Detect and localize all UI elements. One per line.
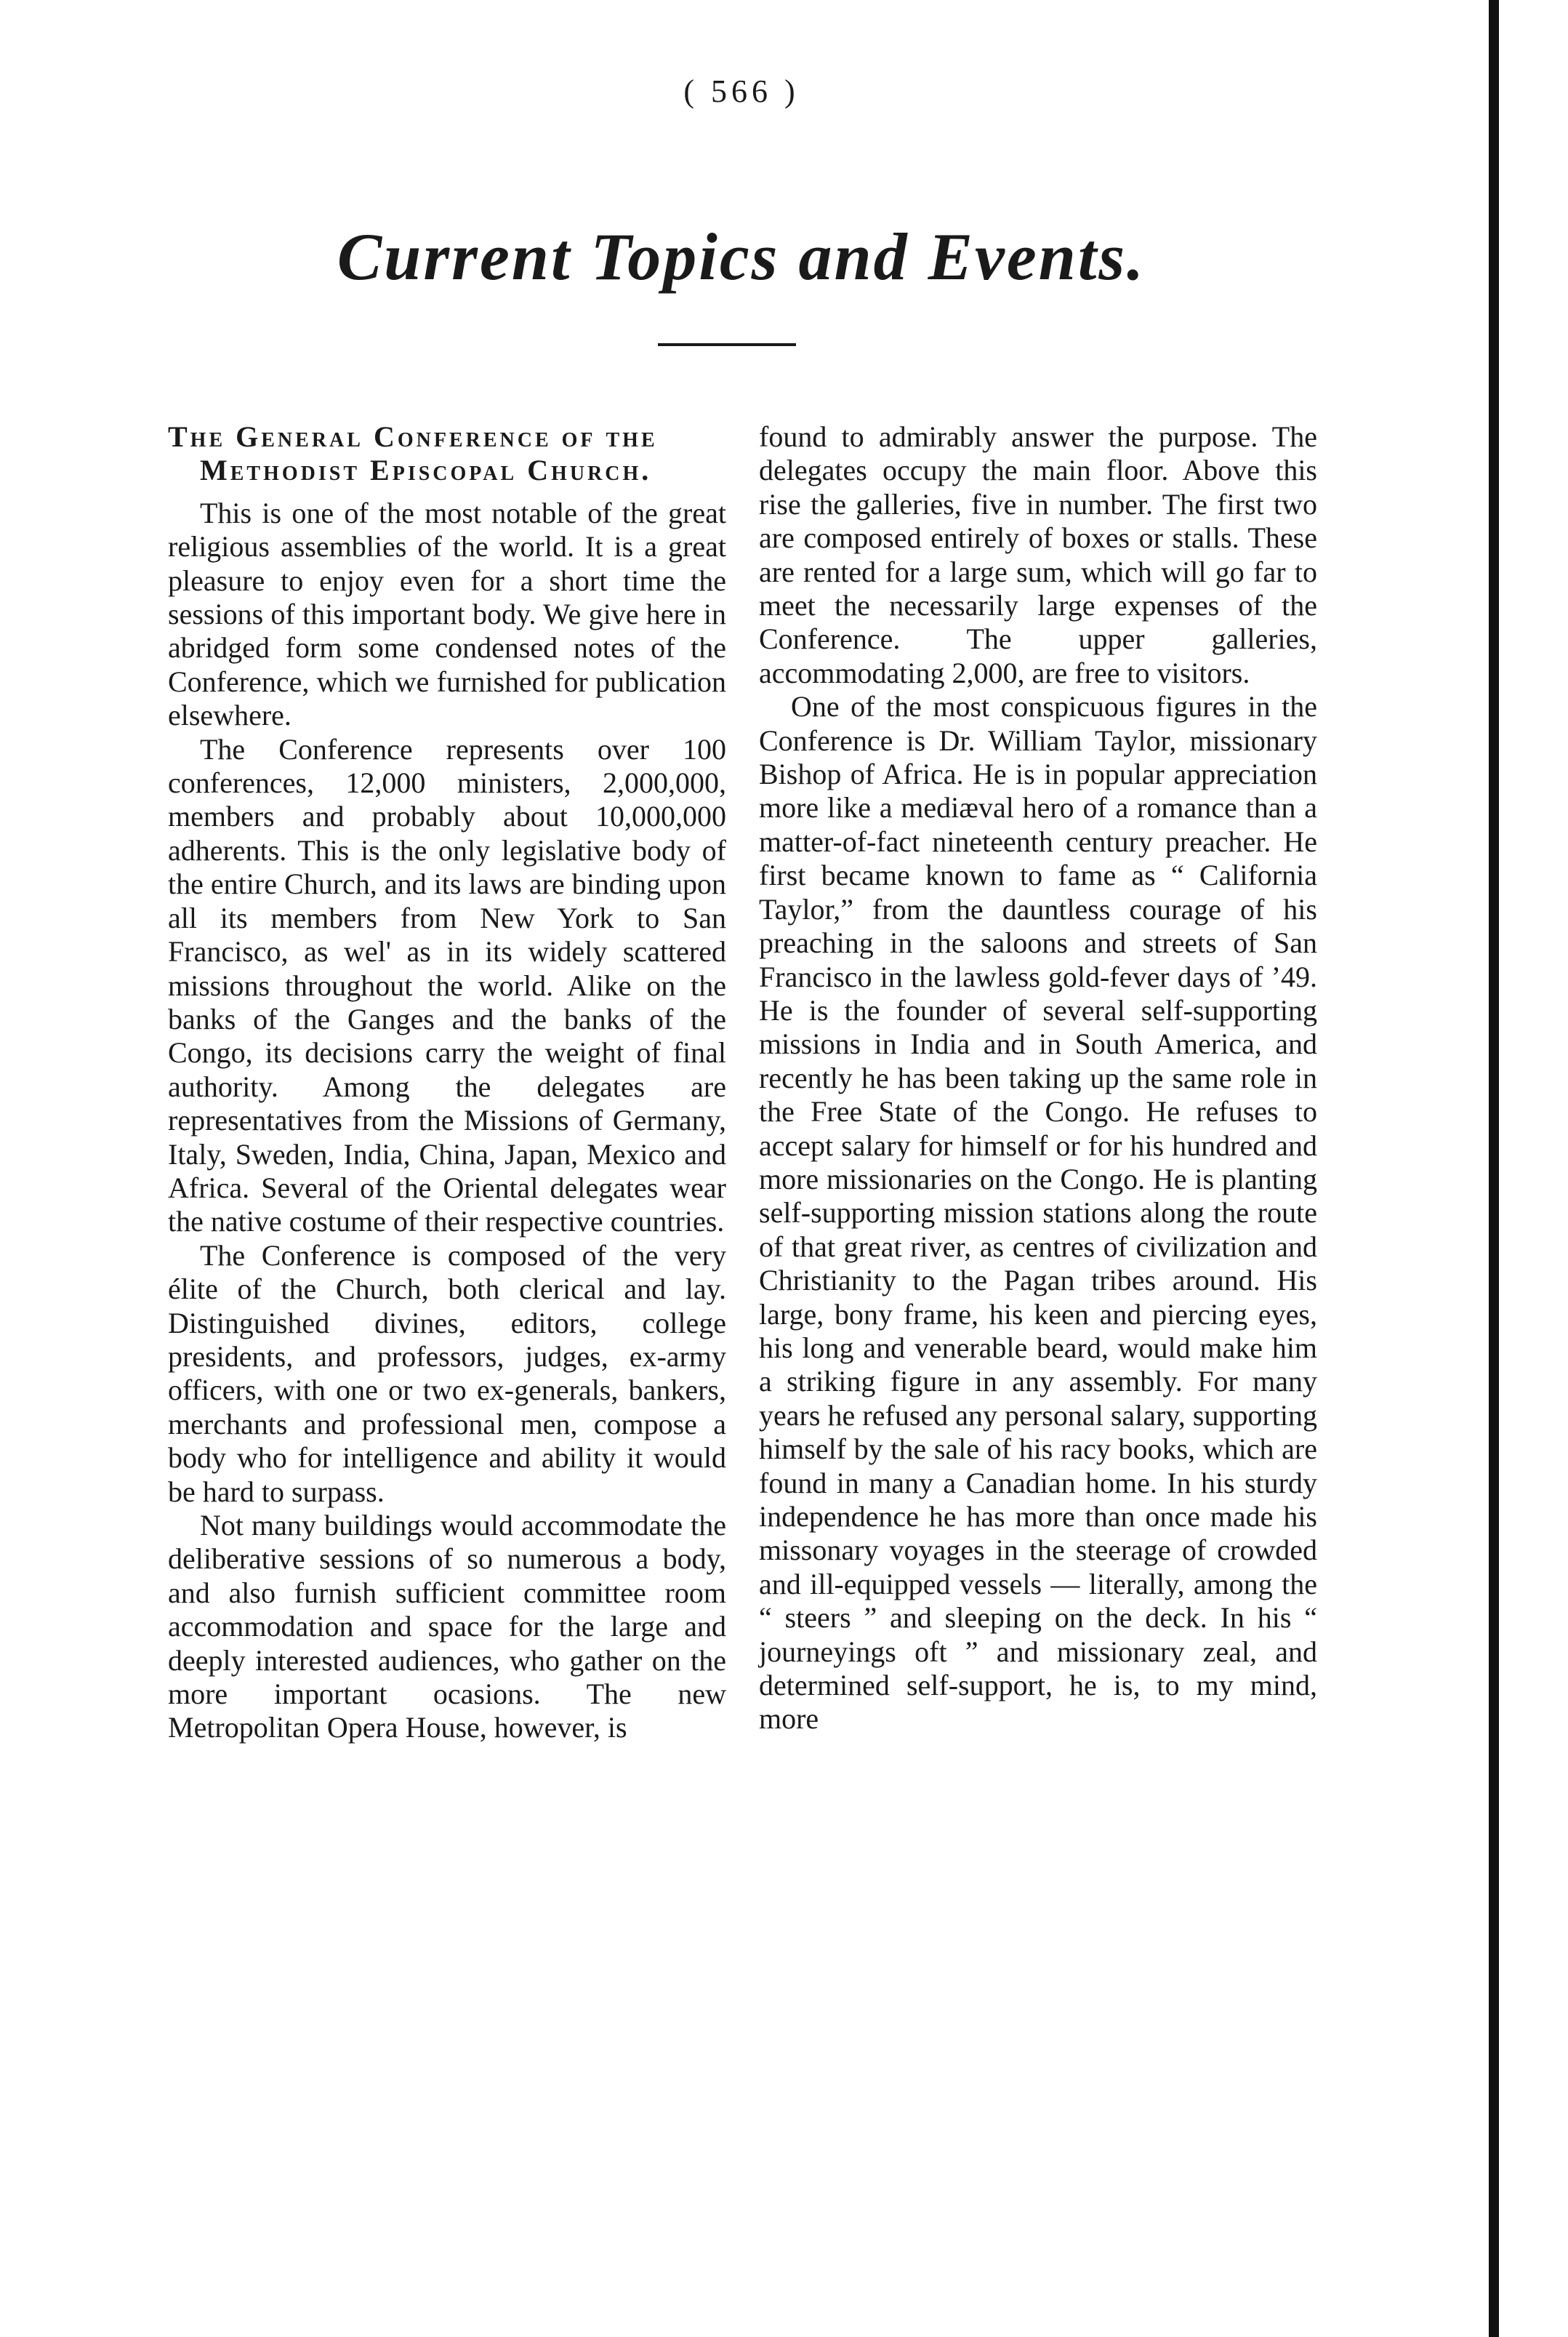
paragraph: The Conference is composed of the very élite of the Church, both clerical and lay. Distinguished divines, editors, college presidents, and professors, judges, ex-army officers, with one or two ex-generals, bankers, merchants and professional men, compose a body who for intelligence and ability it would be hard to surpass. (168, 1238, 726, 1508)
paragraph: The Conference represents over 100 conferences, 12,000 ministers, 2,000,000, members and probably about 10,000,000 adherents. This is the only legislative body of the entire Church, and its laws are binding upon all its members from New York to San Francisco, as wel' as in its widely scattered missions throughout the world. Alike on the banks of the Ganges and the banks of the Congo, its decisions carry the weight of final authority. Among the delegates are representatives from the Missions of Germany, Italy, Sweden, India, China, Japan, Mexico and Africa. Several of the Oriental delegates wear the native costume of their respective countries. (168, 732, 726, 1238)
right-column (759, 420, 1317, 1736)
title-divider (658, 343, 796, 346)
page-number: ( 566 ) (683, 73, 800, 109)
paragraph: This is one of the most notable of the great religious assemblies of the world. It is a great pleasure to enjoy even for a short time the sessions of this important body. We give here in abridged form some condensed notes of the Conference, which we furnished for publication elsewhere. (168, 496, 726, 732)
left-column (168, 420, 726, 1745)
paragraph: Not many buildings would accommodate the deliberative sessions of so numerous a body, and also furnish sufficient committee room accommodation and space for the large and deeply interested audiences, who gather on the more important ocasions. The new Metropolitan Opera House, however, is (168, 1509, 726, 1744)
masthead-title: Current Topics and Events. (337, 220, 1146, 294)
page-edge-rule (1489, 0, 1499, 2337)
paragraph-continued: found to admirably answer the purpose. The delegates occupy the main floor. Above this rise the galleries, five in number. The first two are composed entirely of boxes or stalls. These are rented for a large sum, which will go far to meet the necessarily large expenses of the Conference. The upper galleries, accommodating 2,000, are free to visitors. (759, 420, 1317, 689)
paragraph: One of the most conspicuous figures in the Conference is Dr. William Taylor, missionary Bishop of Africa. He is in popular appreciation more like a mediæval hero of a romance than a matter-of-fact nineteenth century preacher. He first became known to fame as “ California Taylor,” from the dauntless courage of his preaching in the saloons and streets of San Francisco in the lawless gold-fever days of ’49. He is the founder of several self-supporting missions in India and in South America, and recently he has been taking up the same role in the Free State of the Congo. He refuses to accept salary for himself or for his hundred and more missionaries on the Congo. He is planting self-supporting mission stations along the route of that great river, as centres of civilization and Christianity to the Pagan tribes around. His large, bony frame, his keen and piercing eyes, his long and venerable beard, would make him a striking figure in any assembly. For many years he refused any personal salary, supporting himself by the sale of his racy books, which are found in many a Canadian home. In his sturdy independence he has more than once made his missonary voyages in the steerage of crowded and ill-equipped vessels — literally, among the “ steers ” and sleeping on the deck. In his “ journeyings oft ” and missionary zeal, and determined self-support, he is, to my mind, more (759, 690, 1317, 1736)
section-heading: The General Conference of the Methodist Episcopal Church. (168, 420, 658, 487)
